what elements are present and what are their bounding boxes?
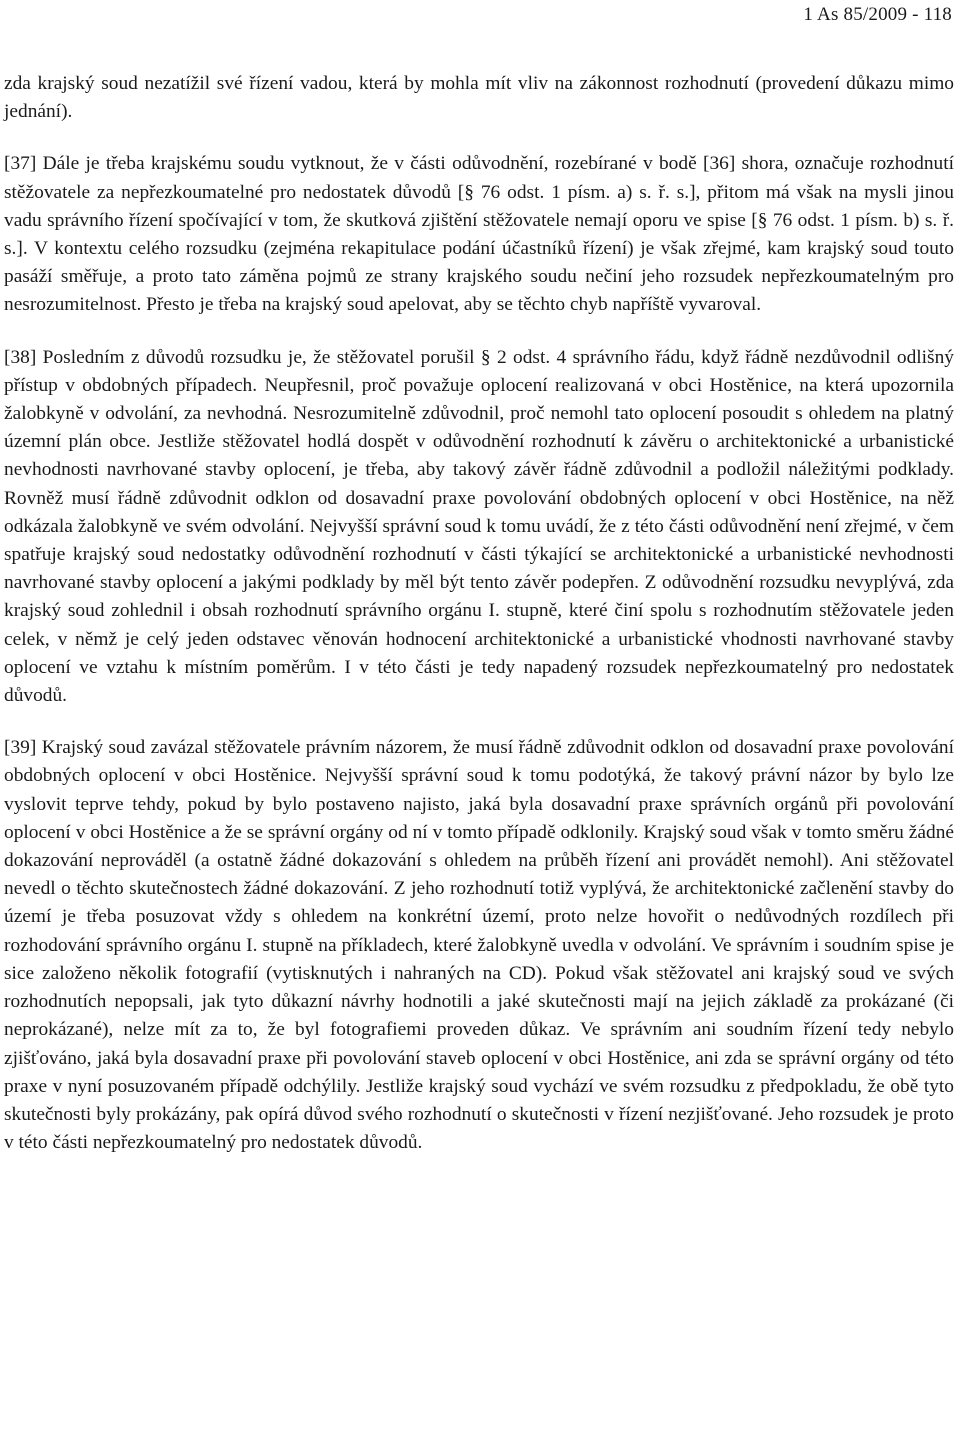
case-number-header: 1 As 85/2009 - 118 [803, 4, 952, 25]
paragraph-37: [37] Dále je třeba krajskému soudu vytknout, že v části odůvodnění, rozebírané v bodě [36] shora, označuje rozhodnutí stěžovatele za nepřezkoumatelné pro nedostatek důvodů [§ 76 odst. 1 písm. a) s. ř. s.], přitom má však na mysli jinou vadu správního řízení spočívající v tom, že skutková zjištění stěžovatele nemají oporu ve spise [§ 76 odst. 1 písm. b) s. ř. s.]. V kontextu celého rozsudku (zejména rekapitulace podání účastníků řízení) je však zřejmé, kam krajský soud touto pasáží směřuje, a proto tato záměna pojmů ze strany krajského soudu nečiní jeho rozsudek nepřezkoumatelným pro nesrozumitelnost. Přesto je třeba na krajský soud apelovat, aby se těchto chyb napříště vyvaroval. [4, 153, 954, 316]
paragraph-39: [39] Krajský soud zavázal stěžovatele právním názorem, že musí řádně zdůvodnit odklon od dosavadní praxe povolování obdobných oplocení v obci Hostěnice. Nejvyšší správní soud k tomu podotýká, že takový právní názor by bylo lze vyslovit teprve tehdy, pokud by bylo postaveno najisto, jaká byla dosavadní praxe správních orgánů při povolování oplocení v obci Hostěnice a že se správní orgány od ní v tomto případě odklonily. Krajský soud však v tomto směru žádné dokazování neprováděl (a ostatně žádné dokazování s ohledem na průběh řízení ani provádět nemohl). Ani stěžovatel nevedl o těchto skutečnostech žádné dokazování. Z jeho rozhodnutí totiž vyplývá, že architektonické začlenění stavby do území je třeba posuzovat vždy s ohledem na konkrétní území, proto nelze hovořit o nedůvodných rozdílech při rozhodování správního orgánu I. stupně na příkladech, které žalobkyně uvedla v odvolání. Ve správním i soudním spise je sice založeno několik fotografií (vytisknutých i nahraných na CD). Pokud však stěžovatel ani krajský soud ve svých rozhodnutích nepopsali, jak tyto důkazní návrhy hodnotili a jaké skutečnosti mají na jejich základě za prokázané (či neprokázané), nelze mít za to, že byl fotografiemi proveden důkaz. Ve správním ani soudním řízení tedy nebylo zjišťováno, jaká byla dosavadní praxe při povolování staveb oplocení v obci Hostěnice, ani zda se správní orgány od této praxe v nyní posuzovaném případě odchýlily. Jestliže krajský soud vychází ve svém rozsudku z předpokladu, že obě tyto skutečnosti byly prokázány, pak opírá důvod svého rozhodnutí o skutečnosti v řízení nezjišťované. Jeho rozsudek je proto v této části nepřezkoumatelný pro nedostatek důvodů. [4, 737, 954, 1154]
document-body [4, 70, 954, 1157]
paragraph-continuation: zda krajský soud nezatížil své řízení vadou, která by mohla mít vliv na zákonnost rozhodnutí (provedení důkazu mimo jednání). [4, 73, 954, 123]
document-page [4, 0, 954, 1436]
paragraph-38: [38] Posledním z důvodů rozsudku je, že stěžovatel porušil § 2 odst. 4 správního řádu, když řádně nezdůvodnil odlišný přístup v obdobných případech. Neupřesnil, proč považuje oplocení realizovaná v obci Hostěnice, na která upozornila žalobkyně v odvolání, za nevhodná. Nesrozumitelně zdůvodnil, proč nemohl tato oplocení posoudit s ohledem na platný územní plán obce. Jestliže stěžovatel hodlá dospět v odůvodnění rozhodnutí k závěru o architektonické a urbanistické nevhodnosti navrhované stavby oplocení, je třeba, aby takový závěr řádně zdůvodnil a podložil náležitými podklady. Rovněž musí řádně zdůvodnit odklon od dosavadní praxe povolování obdobných oplocení v obci Hostěnice, na něž odkázala žalobkyně ve svém odvolání. Nejvyšší správní soud k tomu uvádí, že z této části odůvodnění není zřejmé, v čem spatřuje krajský soud nedostatky odůvodnění rozhodnutí v části týkající se architektonické a urbanistické nevhodnosti navrhované stavby oplocení a jakými podklady by měl být tento závěr podepřen. Z odůvodnění rozsudku nevyplývá, zda krajský soud zohlednil i obsah rozhodnutí správního orgánu I. stupně, které činí spolu s rozhodnutím stěžovatele jeden celek, v němž je celý jeden odstavec věnován hodnocení architektonické a urbanistické vhodnosti navrhované stavby oplocení ve vztahu k místním poměrům. I v této části je tedy napadený rozsudek nepřezkoumatelný pro nedostatek důvodů. [4, 346, 954, 707]
